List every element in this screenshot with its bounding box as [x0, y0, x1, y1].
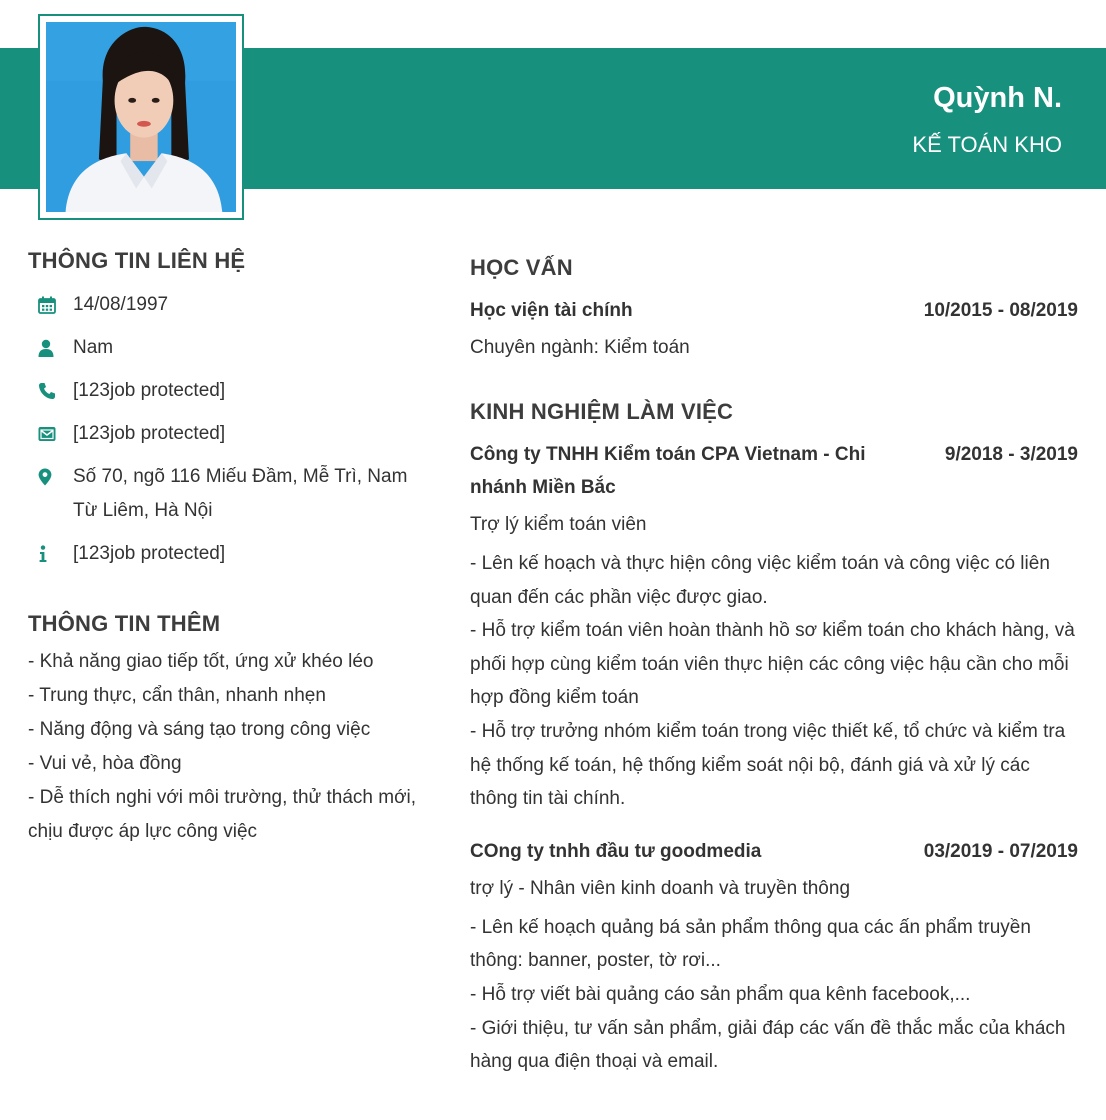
- envelope-icon: [28, 417, 73, 451]
- experience-role: Trợ lý kiểm toán viên: [470, 514, 647, 535]
- right-column: [470, 255, 1078, 1079]
- calendar-icon: [28, 288, 73, 322]
- contact-list: [28, 288, 423, 571]
- experience-duty: - Hỗ trợ viết bài quảng cáo sản phẩm qua kênh facebook,...: [470, 983, 971, 1005]
- education-entry: [470, 294, 1078, 365]
- experience-description: [470, 911, 1078, 1079]
- experience-description: [470, 547, 1078, 816]
- contact-phone: [123job protected]: [73, 380, 226, 401]
- extra-info-item: - Năng động và sáng tạo trong công việc: [28, 719, 371, 740]
- education-entry-header: [470, 294, 1078, 327]
- experience-duty: - Hỗ trợ kiểm toán viên hoàn thành hồ sơ kiểm toán cho khách hàng, và phối hợp cùng kiểm toán viên thực hiện các công việc hậu cần cho mỗi hợp đồng kiểm toán: [470, 620, 1075, 709]
- contact-item-gender: [28, 331, 423, 365]
- extra-info-item: - Dễ thích nghi với môi trường, thử thách mới, chịu được áp lực công việc: [28, 787, 417, 842]
- candidate-job-title: KẾ TOÁN KHO: [912, 132, 1062, 157]
- contact-item-phone: [28, 374, 423, 408]
- experience-date: 9/2018 - 3/2019: [944, 444, 1078, 465]
- info-icon: [28, 537, 73, 571]
- contact-info: [123job protected]: [73, 543, 226, 564]
- extra-section-title: THÔNG TIN THÊM: [28, 611, 221, 636]
- candidate-name: Quỳnh N.: [933, 82, 1062, 114]
- contact-email: [123job protected]: [73, 423, 226, 444]
- contact-gender: Nam: [73, 337, 114, 358]
- experience-duty: - Hỗ trợ trưởng nhóm kiểm toán trong việc thiết kế, tổ chức và kiểm tra hệ thống kế toán, hệ thống kiểm soát nội bộ, đánh giá và xử lý các thông tin tài chính.: [470, 720, 1066, 810]
- experience-entry-header: [470, 438, 1078, 504]
- contact-section-title: THÔNG TIN LIÊN HỆ: [28, 248, 246, 273]
- experience-duty: - Lên kế hoạch quảng bá sản phẩm thông qua các ấn phẩm truyền thông: banner, poster, tờ rơi...: [470, 916, 1031, 972]
- extra-info-list: [28, 645, 423, 849]
- experience-entry: [470, 835, 1078, 1079]
- education-date: 10/2015 - 08/2019: [923, 300, 1078, 321]
- extra-info-item: - Khả năng giao tiếp tốt, ứng xử khéo léo: [28, 651, 374, 672]
- header-name-block: [912, 80, 1062, 158]
- left-column: [28, 248, 423, 849]
- profile-photo: [46, 22, 236, 212]
- education-major: Chuyên ngành: Kiểm toán: [470, 337, 690, 358]
- experience-company: COng ty tnhh đầu tư goodmedia: [470, 840, 762, 862]
- experience-section-title: KINH NGHIỆM LÀM VIỆC: [470, 399, 734, 424]
- experience-duty: - Lên kế hoạch và thực hiện công việc kiểm toán và công việc có liên quan đến các phần việc được giao.: [470, 553, 1050, 608]
- contact-item-birthday: [28, 288, 423, 322]
- extra-info-item: - Vui vẻ, hòa đồng: [28, 753, 182, 774]
- experience-entry: [470, 438, 1078, 816]
- experience-date: 03/2019 - 07/2019: [923, 840, 1078, 862]
- experience-company: Công ty TNHH Kiểm toán CPA Vietnam - Chi nhánh Miền Bắc: [470, 444, 866, 498]
- contact-item-info: [28, 537, 423, 571]
- education-school: Học viện tài chính: [470, 300, 633, 321]
- map-pin-icon: [28, 460, 73, 494]
- profile-photo-frame: [38, 14, 244, 220]
- contact-item-email: [28, 417, 423, 451]
- extra-info-item: - Trung thực, cẩn thân, nhanh nhẹn: [28, 685, 326, 706]
- phone-icon: [28, 374, 73, 408]
- experience-duty: - Giới thiệu, tư vấn sản phẩm, giải đáp các vấn đề thắc mắc của khách hàng qua điện thoại và email.: [470, 1017, 1066, 1073]
- experience-entry-header: [470, 835, 1078, 868]
- contact-address: Số 70, ngõ 116 Miếu Đầm, Mễ Trì, Nam Từ Liêm, Hà Nội: [73, 466, 408, 521]
- contact-birthday: 14/08/1997: [73, 294, 169, 315]
- education-section-title: HỌC VẤN: [470, 255, 573, 280]
- experience-role: trợ lý - Nhân viên kinh doanh và truyền thông: [470, 877, 851, 899]
- person-icon: [28, 331, 73, 365]
- contact-item-address: [28, 460, 423, 528]
